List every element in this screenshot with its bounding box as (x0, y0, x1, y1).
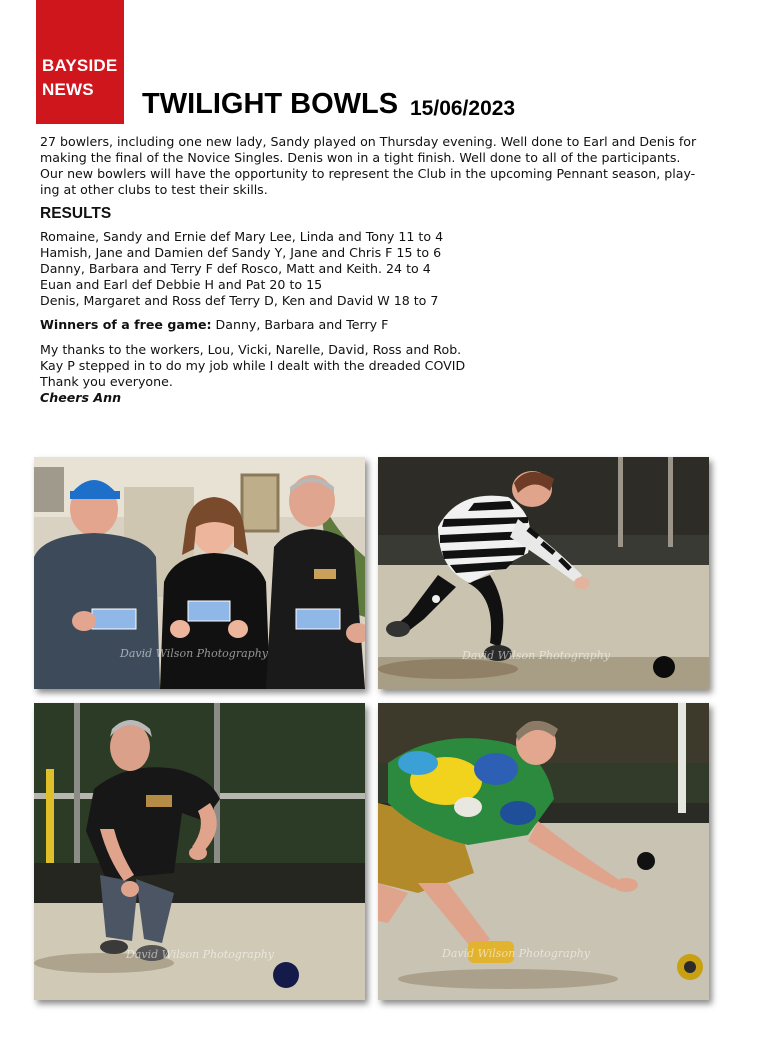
thanks-block (40, 342, 710, 390)
photo-bowler-black-shirt (34, 703, 365, 1000)
result-item: Romaine, Sandy and Ernie def Mary Lee, Linda and Tony 11 to 4 (40, 229, 444, 244)
results-heading: RESULTS (40, 205, 112, 222)
photo-watermark: David Wilson Photography (126, 948, 274, 961)
thanks-line: My thanks to the workers, Lou, Vicki, Narelle, David, Ross and Rob. (40, 342, 462, 357)
result-item: Euan and Earl def Debbie H and Pat 20 to 15 (40, 277, 323, 292)
photo-watermark: David Wilson Photography (120, 647, 268, 660)
winners-label: Winners of a free game: (40, 317, 212, 332)
photo-winners-with-vouchers (34, 457, 365, 689)
article-date: 15/06/2023 (410, 97, 516, 120)
results-list (40, 229, 710, 309)
intro-paragraph (40, 134, 710, 198)
result-item: Danny, Barbara and Terry F def Rosco, Matt and Keith. 24 to 4 (40, 261, 431, 276)
intro-line: ing at other clubs to test their skills. (40, 182, 268, 197)
article-body (40, 134, 710, 406)
intro-line: Our new bowlers will have the opportunity to represent the Club in the upcoming Pennant season, play- (40, 166, 696, 181)
photo-watermark: David Wilson Photography (462, 649, 610, 662)
photo-bowler-tie-dye-shirt (378, 703, 709, 1000)
badge-line-1: BAYSIDE (42, 56, 118, 75)
badge-line-2: NEWS (42, 80, 94, 99)
winners-names: Danny, Barbara and Terry F (211, 317, 389, 332)
photo-watermark: David Wilson Photography (442, 947, 590, 960)
photo-bowler-striped-top (378, 457, 709, 689)
result-item: Denis, Margaret and Ross def Terry D, Ken and David W 18 to 7 (40, 293, 439, 308)
thanks-line: Kay P stepped in to do my job while I dealt with the dreaded COVID (40, 358, 466, 373)
intro-line: making the final of the Novice Singles. Denis won in a tight finish. Well done to all of the participants. (40, 150, 681, 165)
page-title: TWILIGHT BOWLS (142, 88, 399, 120)
signoff: Cheers Ann (40, 390, 122, 405)
thanks-line: Thank you everyone. (40, 374, 173, 389)
intro-line: 27 bowlers, including one new lady, Sandy played on Thursday evening. Well done to Earl and Denis for (40, 134, 697, 149)
winners-line (40, 317, 710, 333)
result-item: Hamish, Jane and Damien def Sandy Y, Jane and Chris F 15 to 6 (40, 245, 442, 260)
bayside-news-badge (36, 0, 124, 124)
